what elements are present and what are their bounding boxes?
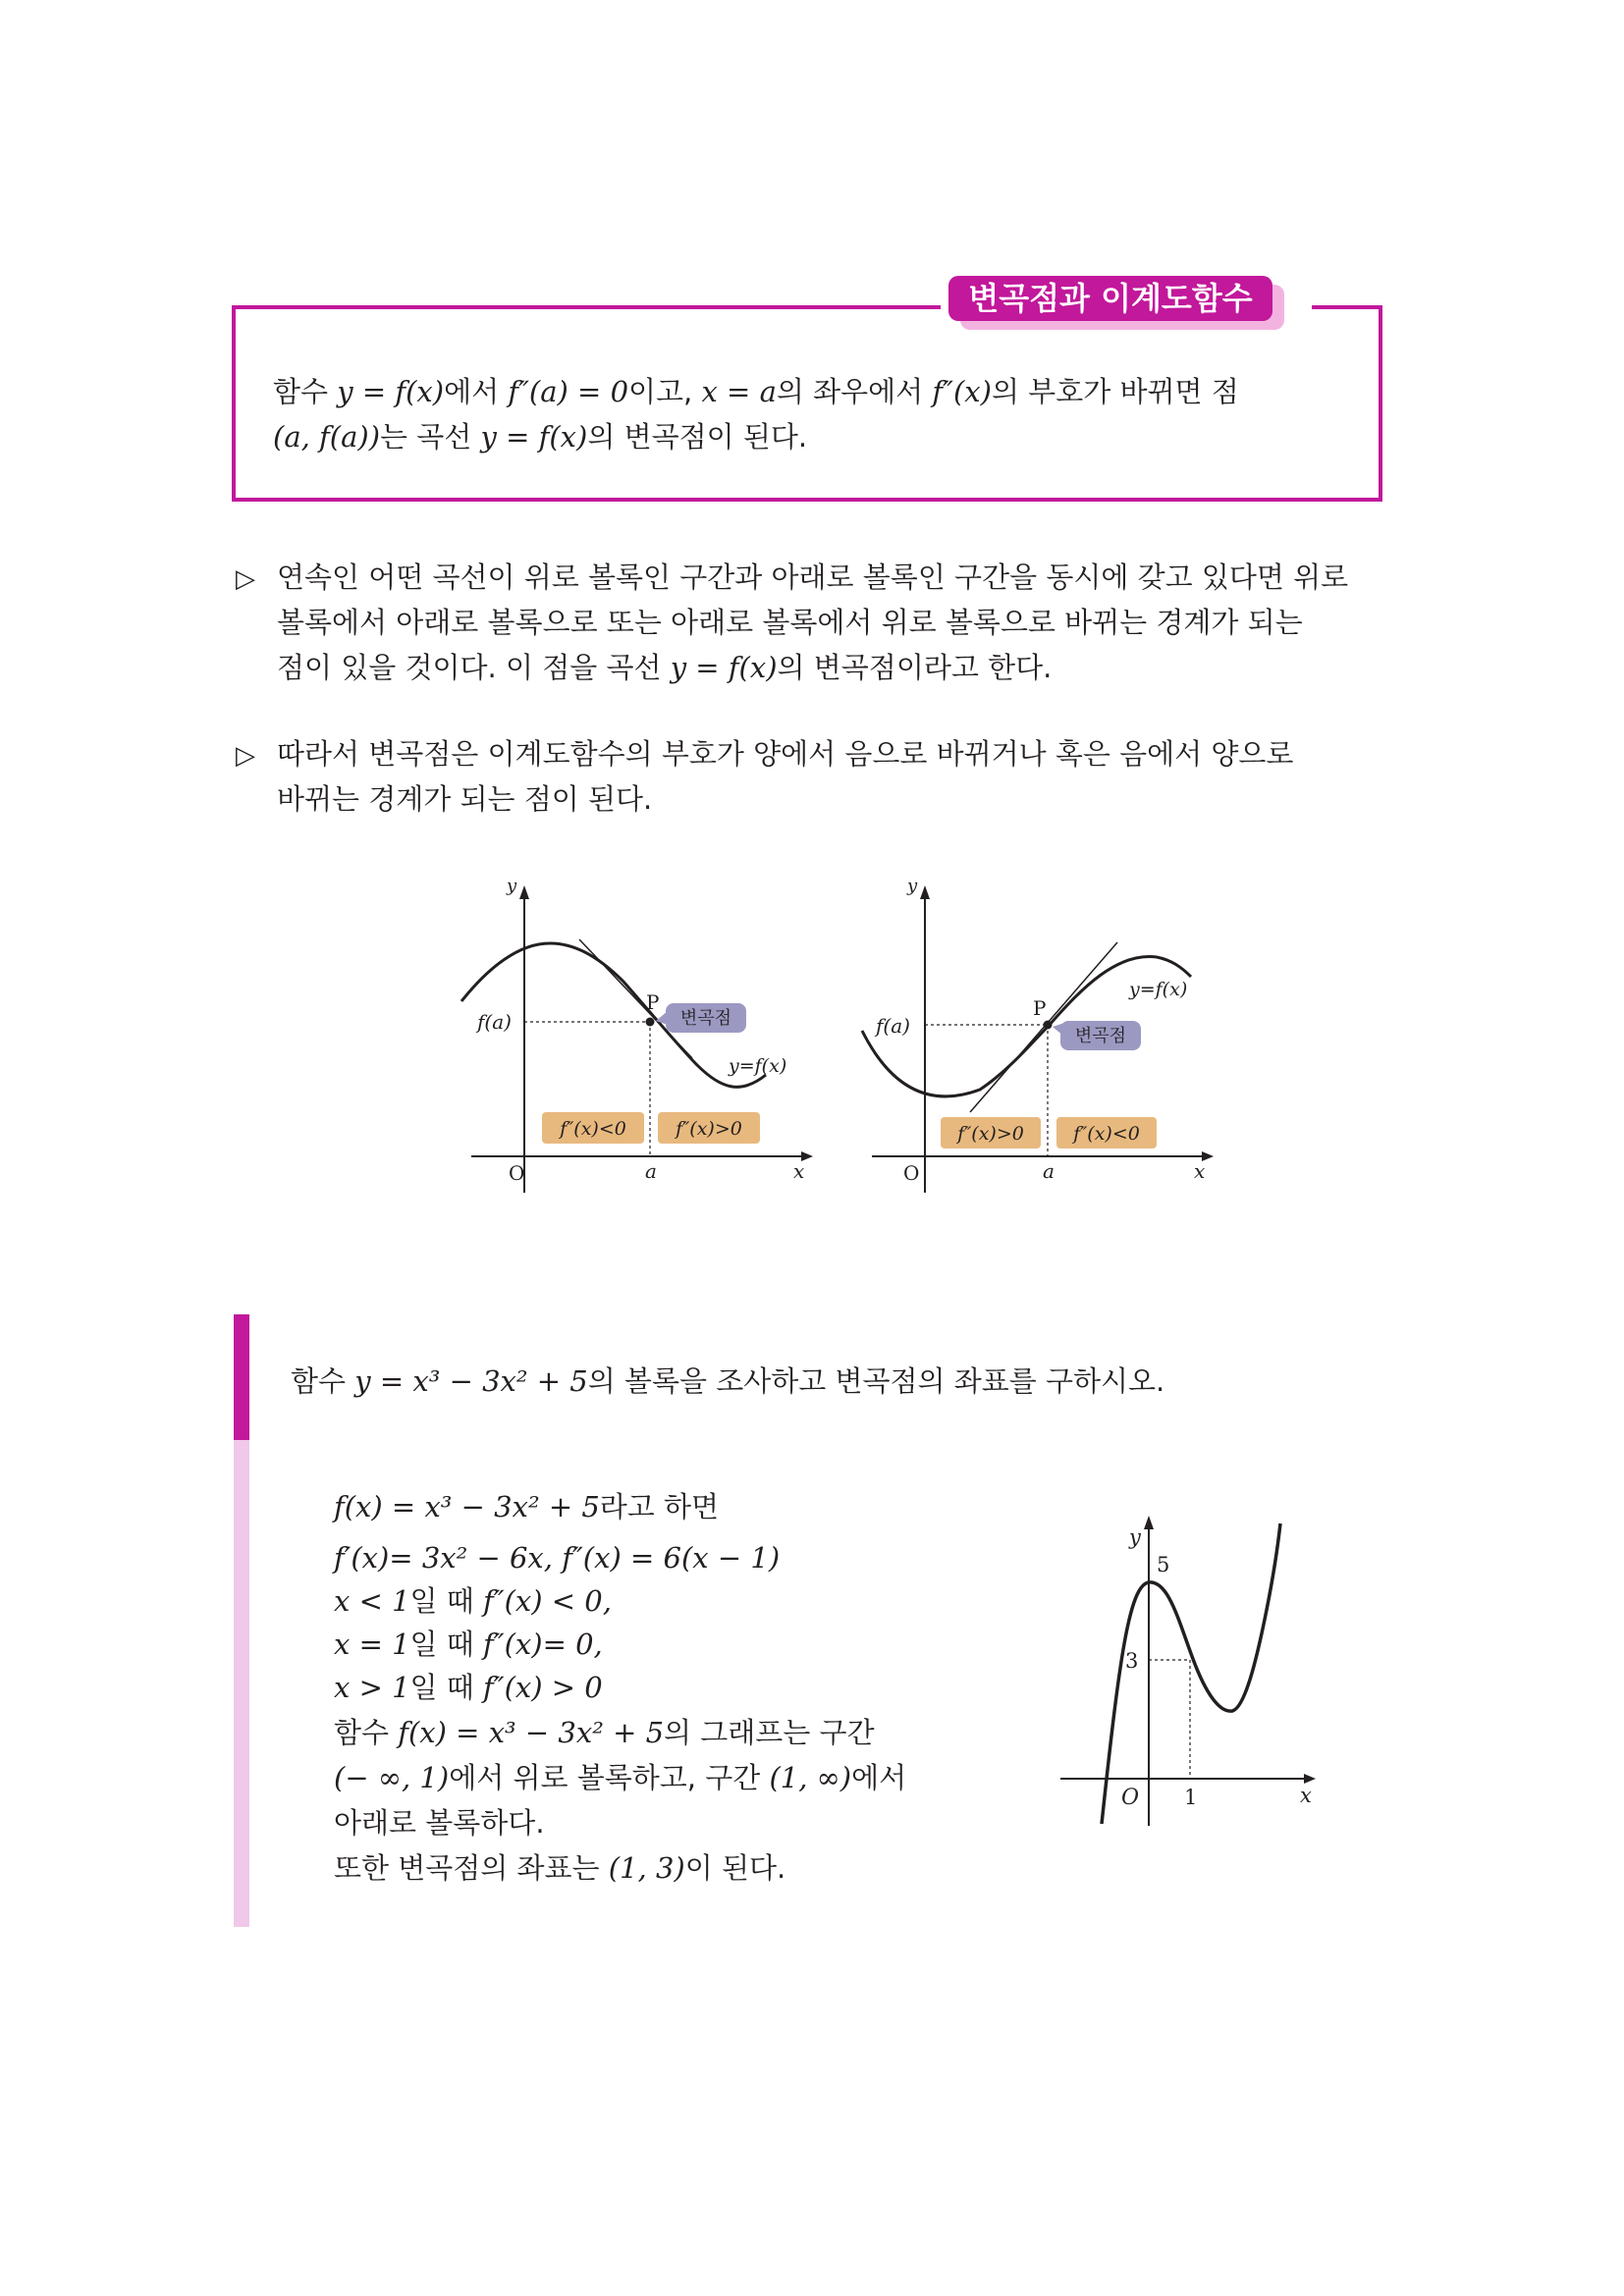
bullet2-line-2: 바뀌는 경계가 되는 점이 된다.: [277, 782, 653, 816]
solution-line-5: x > 1일 때 f″(x) > 0: [334, 1671, 603, 1704]
solution-line-7: (− ∞, 1)에서 위로 볼록하고, 구간 (1, ∞)에서: [334, 1761, 907, 1794]
fa-label: f(a): [876, 1014, 910, 1038]
badge-label: 변곡점: [679, 1008, 732, 1029]
solution-line-3: x < 1일 때 f″(x) < 0,: [334, 1584, 612, 1618]
solution-line-6: 함수 f(x) = x³ − 3x² + 5의 그래프는 구간: [334, 1716, 875, 1749]
point-label: P: [1033, 996, 1047, 1020]
origin-label: O: [509, 1161, 525, 1185]
y-axis-arrow: [519, 885, 529, 899]
bullet2-line-1: 따라서 변곡점은 이계도함수의 부호가 양에서 음으로 바뀌거나 혹은 음에서 양으로: [277, 737, 1294, 771]
a-label: a: [645, 1159, 657, 1183]
inflection-point: [1044, 1021, 1053, 1030]
bullet-marker: ▷: [236, 564, 255, 594]
example-bar-light: [234, 1440, 249, 1927]
y-axis-arrow: [1144, 1516, 1154, 1529]
inflection-point: [646, 1018, 655, 1027]
origin-label: O: [1121, 1786, 1140, 1810]
y-label: y: [1129, 1525, 1141, 1549]
curve: [862, 957, 1191, 1096]
x-one-label: 1: [1184, 1786, 1198, 1809]
a-label: a: [1043, 1159, 1055, 1183]
inflection-figure-left: [452, 874, 825, 1207]
origin-label: O: [903, 1161, 920, 1185]
definition-line-2: (a, f(a))는 곡선 y = f(x)의 변곡점이 된다.: [273, 420, 808, 454]
y-label: y: [907, 876, 918, 896]
x-label: x: [1194, 1159, 1206, 1183]
solution-line-1: f(x) = x³ − 3x² + 5라고 하면: [334, 1490, 720, 1523]
x-axis-arrow: [1304, 1774, 1316, 1784]
section-title: 변곡점과 이계도함수: [948, 276, 1272, 321]
x-label: x: [1300, 1784, 1312, 1807]
cubic-graph: [1051, 1512, 1335, 1836]
solution-line-8: 아래로 볼록하다.: [334, 1806, 545, 1840]
example-problem: 함수 y = x³ − 3x² + 5의 볼록을 조사하고 변곡점의 좌표를 구하시오.: [291, 1364, 1165, 1398]
definition-line-1: 함수 y = f(x)에서 f″(a) = 0이고, x = a의 좌우에서 f″(x)의 부호가 바뀌면 점: [273, 375, 1239, 408]
curve-label: y=f(x): [1129, 979, 1188, 1000]
x-label: x: [793, 1159, 805, 1183]
inflection-figure-right: [852, 874, 1225, 1207]
y-label: y: [507, 876, 517, 896]
point-label: P: [646, 990, 660, 1014]
solution-line-4: x = 1일 때 f″(x)= 0,: [334, 1628, 603, 1661]
sign-label-right: f″(x)<0: [1073, 1123, 1140, 1145]
tangent-line: [579, 939, 692, 1058]
fa-label: f(a): [477, 1010, 512, 1034]
bullet1-line-1: 연속인 어떤 곡선이 위로 볼록인 구간과 아래로 볼록인 구간을 동시에 갖고 있다면 위로: [277, 561, 1349, 594]
example-bar-dark: [234, 1314, 249, 1440]
badge-pointer: [1053, 1023, 1064, 1037]
y-max-label: 5: [1157, 1553, 1170, 1576]
badge-label: 변곡점: [1074, 1026, 1127, 1046]
sign-label-left: f″(x)>0: [957, 1123, 1024, 1145]
solution-line-9: 또한 변곡점의 좌표는 (1, 3)이 된다.: [334, 1851, 786, 1885]
inflection-y-label: 3: [1125, 1649, 1139, 1673]
bullet1-line-3: 점이 있을 것이다. 이 점을 곡선 y = f(x)의 변곡점이라고 한다.: [277, 651, 1053, 684]
curve-label: y=f(x): [729, 1055, 787, 1077]
solution-line-2: f′(x)= 3x² − 6x, f″(x) = 6(x − 1): [334, 1541, 781, 1575]
bullet-marker: ▷: [236, 741, 255, 771]
sign-label-right: f″(x)>0: [676, 1118, 742, 1140]
bullet1-line-2: 볼록에서 아래로 볼록으로 또는 아래로 볼록에서 위로 볼록으로 바뀌는 경계가 되는: [277, 606, 1303, 639]
sign-label-left: f″(x)<0: [560, 1118, 626, 1140]
y-axis-arrow: [920, 885, 930, 899]
